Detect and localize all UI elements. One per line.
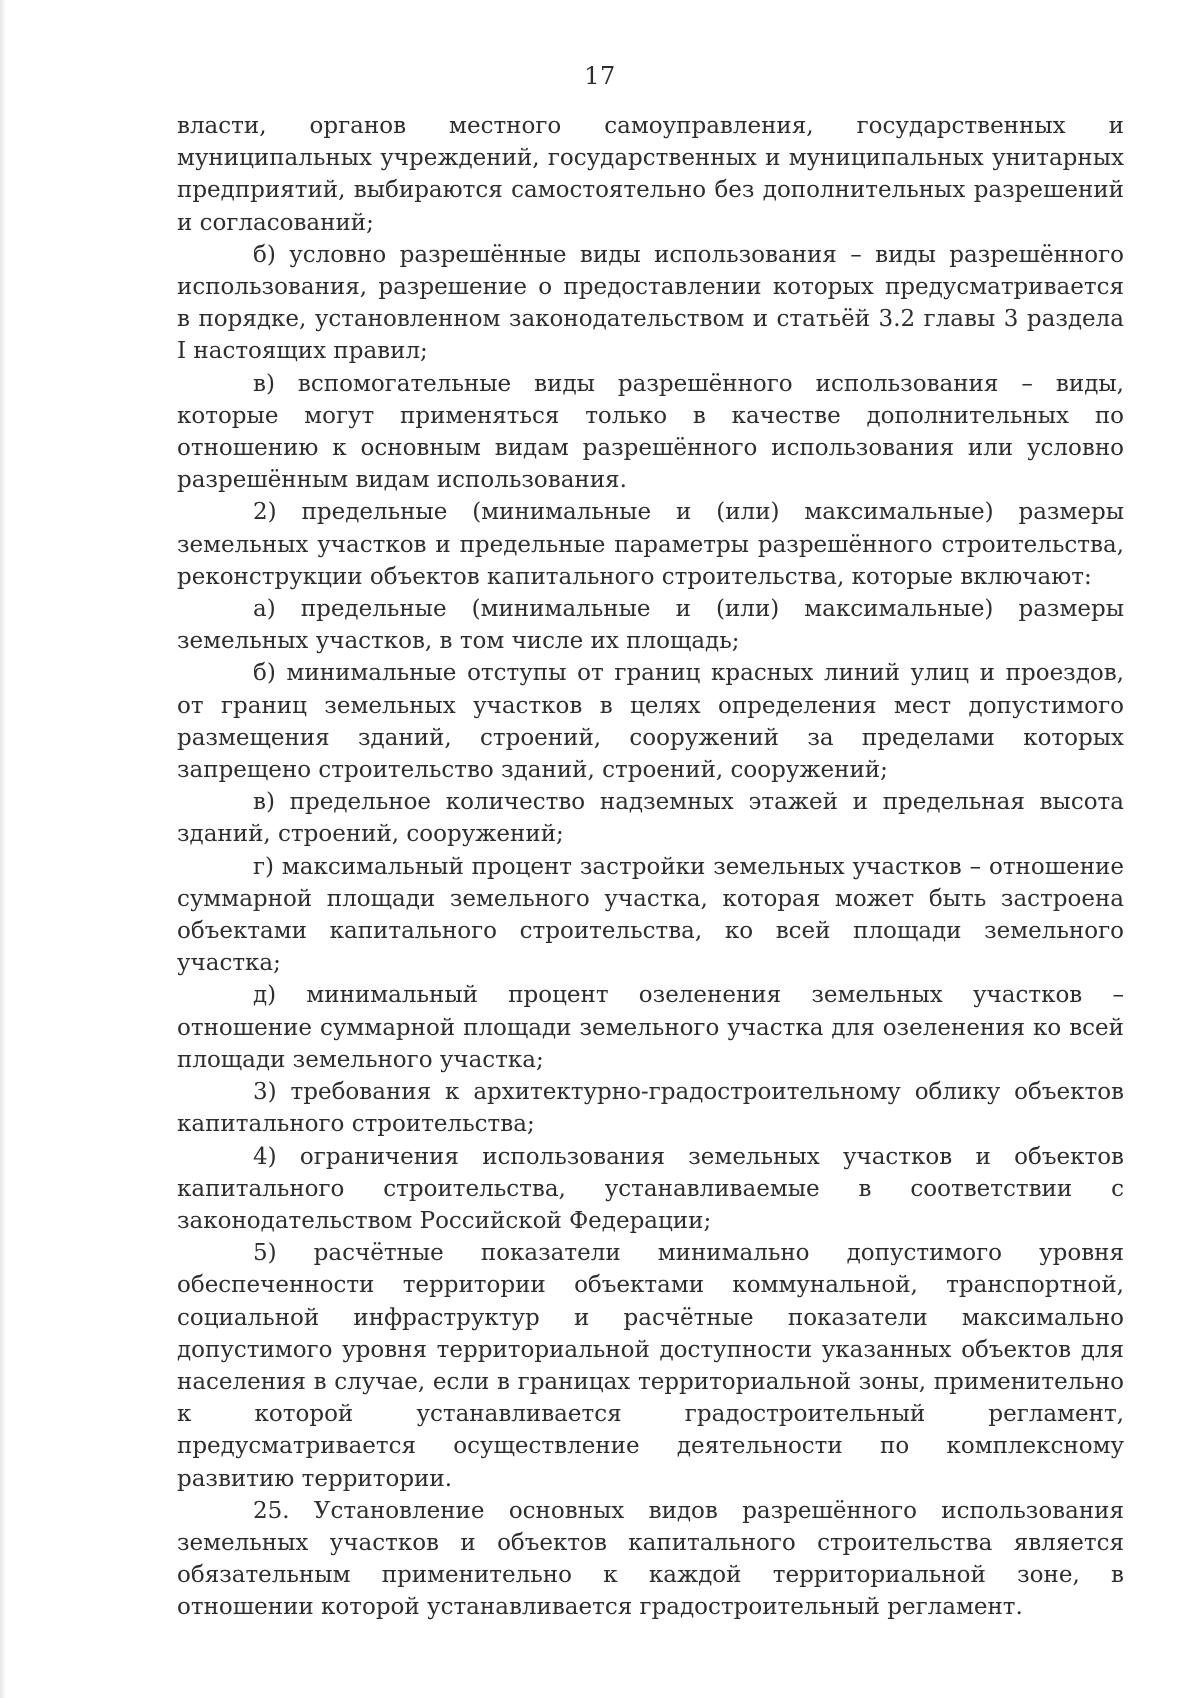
paragraph-item-5-indicators: 5) расчётные показатели минимально допустимого уровня обеспеченности территории объектами коммунальной, транспортной, социальной инфраструктур и расчётные показатели максимально допустимого уровня территориальной доступности указанных объектов для населения в случае, если в границах территориальной зоны, применительно к которой устанавливается градостроительный регламент, предусматривается осуществление деятельности по комплексному развитию территории.: [177, 1240, 1124, 1492]
paragraph-item-b-setbacks: б) минимальные отступы от границ красных линий улиц и проездов, от границ земельных участков в целях определения мест допустимого размещения зданий, строений, сооружений за пределами которых запрещено строительство зданий, строений, сооружений;: [177, 660, 1124, 784]
page-number: 17: [584, 62, 616, 90]
paragraph-item-d-min-greening: д) минимальный процент озеленения земельных участков – отношение суммарной площади земельного участка для озеленения ко всей площади земельного участка;: [177, 982, 1124, 1073]
paragraph-item-2-limit-sizes: 2) предельные (минимальные и (или) максимальные) размеры земельных участков и предельные параметры разрешённого строительства, реконструкции объектов капитального строительства, которые включают:: [177, 499, 1124, 590]
paragraph-item-v-floors-height: в) предельное количество надземных этажей и предельная высота зданий, строений, сооружений;: [177, 789, 1124, 848]
paragraph-item-g-max-coverage: г) максимальный процент застройки земельных участков – отношение суммарной площади земельного участка, которая может быть застроена объектами капитального строительства, ко всей площади земельного участка;: [177, 853, 1124, 977]
paragraph-item-3-architecture: 3) требования к архитектурно-градостроительному облику объектов капитального строительства;: [177, 1079, 1124, 1138]
paragraph-item-25-main-uses: 25. Установление основных видов разрешённого использования земельных участков и объектов капитального строительства является обязательным применительно к каждой территориальной зоне, в отношении которой устанавливается градостроительный регламент.: [177, 1497, 1124, 1621]
document-body: [177, 110, 1124, 1624]
scan-edge-shadow: [0, 0, 6, 1698]
paragraph-continuation: власти, органов местного самоуправления, государственных и муниципальных учреждений, государственных и муниципальных унитарных предприятий, выбираются самостоятельно без дополнительных разрешений и согласований;: [177, 113, 1124, 236]
paragraph-item-v-auxiliary-uses: в) вспомогательные виды разрешённого использования – виды, которые могут применяться только в качестве дополнительных по отношению к основным видам разрешённого использования или условно разрешённым видам использования.: [177, 370, 1124, 494]
paragraph-item-4-restrictions: 4) ограничения использования земельных участков и объектов капитального строительства, устанавливаемые в соответствии с законодательством Российской Федерации;: [177, 1143, 1124, 1234]
paragraph-item-b-conditional-uses: б) условно разрешённые виды использования – виды разрешённого использования, разрешение о предоставлении которых предусматривается в порядке, установленном законодательством и статьёй 3.2 главы 3 раздела I настоящих правил;: [177, 241, 1124, 365]
paragraph-item-a-plot-sizes: а) предельные (минимальные и (или) максимальные) размеры земельных участков, в том числе их площадь;: [177, 596, 1124, 655]
